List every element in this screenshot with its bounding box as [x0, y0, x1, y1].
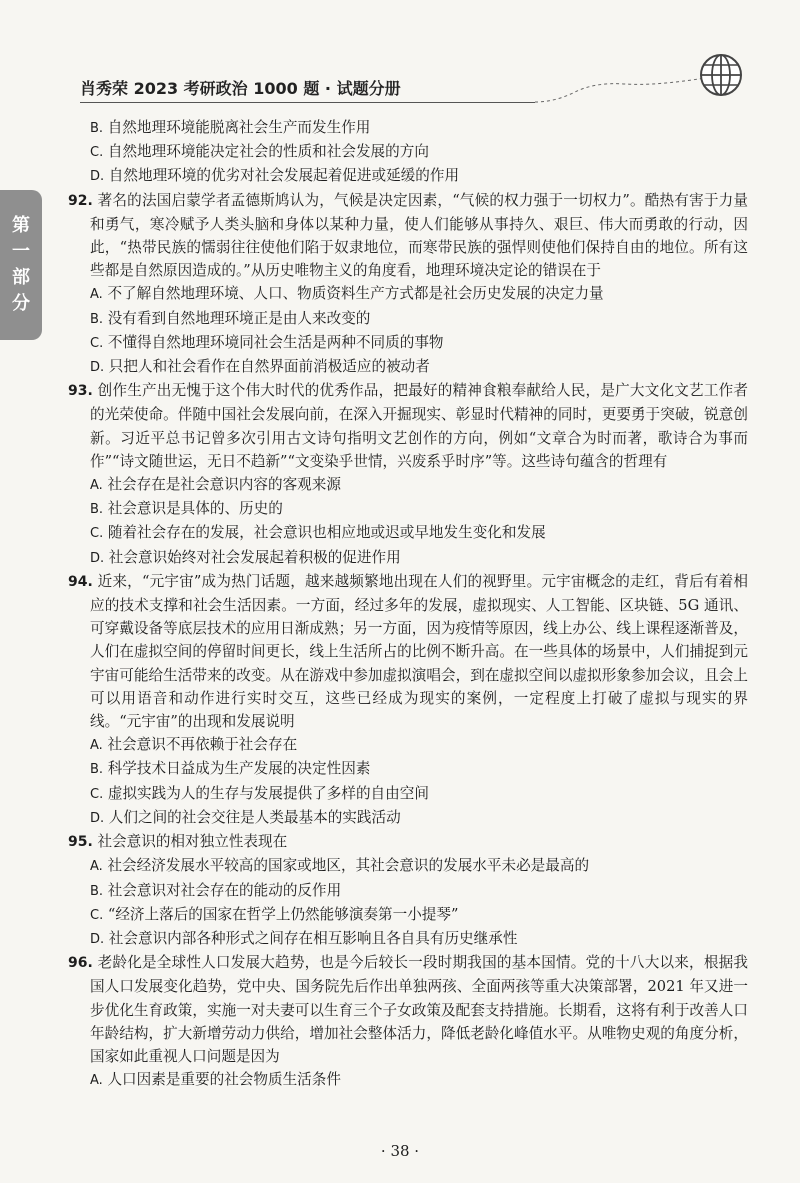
option: B. 自然地理环境能脱离社会生产而发生作用	[90, 119, 371, 136]
page-header	[80, 72, 760, 108]
option: B. 社会意识是具体的、历史的	[90, 500, 283, 518]
option: D. 社会意识始终对社会发展起着积极的促进作用	[90, 548, 401, 566]
option: C. 虚拟实践为人的生存与发展提供了多样的自由空间	[90, 784, 429, 802]
option: D. 社会意识内部各种形式之间存在相互影响且各自具有历史继承性	[90, 929, 518, 947]
side-tab-char: 一	[12, 241, 30, 262]
option: A. 人口因素是重要的社会物质生活条件	[90, 1071, 341, 1089]
page-content	[68, 116, 748, 1092]
question-stem: 94. 近来，“元宇宙”成为热门话题，越来越频繁地出现在人们的视野里。元宇宙概念的走红，背后有着相应的技术支撑和社会生活因素。一方面，经过多年的发展，虚拟现实、人工智能、区块链、5G 通讯、可穿戴设备等底层技术的应用日渐成熟；另一方面，因为疫情等原因，线上办公、线上课程逐渐普及，人们在虚拟空间的停留时间更长，线上生活所占的比例不断升高。在一些具体的场景中，人们捕捉到元宇宙可能给生活带来的改变。从在游戏中参加虚拟演唱会，到在虚拟空间以虚拟形象参加会议，且会上可以用语音和动作进行实时交互，这些已经成为现实的案例，一定程度上打破了虚拟与现实的界线。“元宇宙”的出现和发展说明	[68, 572, 748, 731]
option: D. 只把人和社会看作在自然界面前消极适应的被动者	[90, 358, 430, 376]
question-94	[68, 570, 748, 830]
side-tab-char: 分	[12, 293, 30, 314]
option: A. 社会存在是社会意识内容的客观来源	[90, 476, 341, 494]
question-96	[68, 951, 748, 1092]
question-92	[68, 189, 748, 380]
option: C. 随着社会存在的发展，社会意识也相应地或迟或早地发生变化和发展	[90, 524, 546, 542]
option: C. 不懂得自然地理环境同社会生活是两种不同质的事物	[90, 333, 444, 351]
option: C. “经济上落后的国家在哲学上仍然能够演奏第一小提琴”	[90, 905, 459, 923]
header-rule	[80, 102, 535, 103]
option: A. 社会经济发展水平较高的国家或地区，其社会意识的发展水平未必是最高的	[90, 857, 590, 875]
question-stem: 92. 著名的法国启蒙学者孟德斯鸠认为，气候是决定因素，“气候的权力强于一切权力”。酷热有害于力量和勇气，寒冷赋予人类头脑和身体以某种力量，使人们能够从事持久、艰巨、伟大而勇敢的行动，因此，“热带民族的懦弱往往使他们陷于奴隶地位，而寒带民族的强悍则使他们保持自由的地位。所有这些都是自然原因造成的。”从历史唯物主义的角度看，地理环境决定论的错误在于	[68, 191, 748, 280]
globe-icon	[698, 52, 744, 98]
option: B. 科学技术日益成为生产发展的决定性因素	[90, 760, 371, 778]
option: D. 自然地理环境的优劣对社会发展起着促进或延缓的作用	[90, 167, 460, 185]
book-title: 肖秀荣 2023 考研政治 1000 题 · 试题分册	[80, 79, 401, 98]
option: C. 自然地理环境能决定社会的性质和社会发展的方向	[90, 143, 429, 161]
question-stem: 93. 创作生产出无愧于这个伟大时代的优秀作品，把最好的精神食粮奉献给人民，是广大文化文艺工作者的光荣使命。伴随中国社会发展向前，在深入开掘现实、彰显时代精神的同时，更要勇于突破，锐意创新。习近平总书记曾多次引用古文诗句指明文艺创作的方向，例如“文章合为时而著，歌诗合为事而作”“诗文随世运，无日不趋新”“文变染乎世情，兴废系乎时序”等。这些诗句蕴含的哲理有	[68, 382, 749, 470]
question-95	[68, 830, 748, 951]
header-dashed-curve	[535, 70, 725, 104]
section-side-tab	[0, 190, 42, 340]
option: D. 人们之间的社会交往是人类最基本的实践活动	[90, 808, 401, 826]
question-stem: 95. 社会意识的相对独立性表现在	[68, 833, 288, 851]
question-stem: 96. 老龄化是全球性人口发展大趋势，也是今后较长一段时期我国的基本国情。党的十八大以来，根据我国人口发展变化趋势，党中央、国务院先后作出单独两孩、全面两孩等重大决策部署，2021 年又进一步优化生育政策，实施一对夫妻可以生育三个子女政策及配套支持措施。长期看，这将有利于改善人口年龄结构，扩大新增劳动力供给，增加社会整体活力，降低老龄化峰值水平。从唯物史观的角度分析，国家如此重视人口问题是因为	[68, 954, 749, 1065]
side-tab-char: 第	[12, 215, 30, 236]
option: A. 社会意识不再依赖于社会存在	[90, 736, 298, 754]
question-93	[68, 379, 748, 570]
option: B. 社会意识对社会存在的能动的反作用	[90, 881, 342, 899]
option: B. 没有看到自然地理环境正是由人来改变的	[90, 309, 371, 327]
page-number: · 38 ·	[380, 1142, 420, 1160]
option: A. 不了解自然地理环境、人口、物质资料生产方式都是社会历史发展的决定力量	[90, 285, 604, 303]
side-tab-char: 部	[12, 267, 30, 288]
